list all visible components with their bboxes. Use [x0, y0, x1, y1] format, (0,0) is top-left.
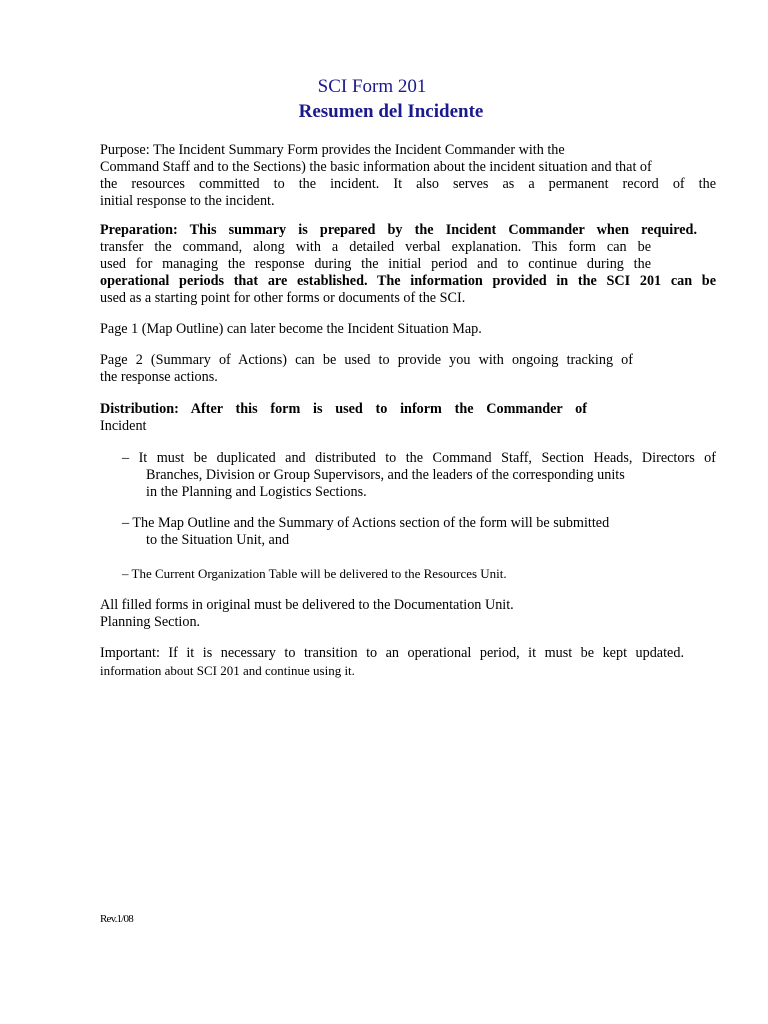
purpose-line: Purpose: The Incident Summary Form provides the Incident Commander with the	[100, 142, 565, 158]
form-subtitle: Resumen del Incidente	[298, 101, 484, 122]
bullet-first-line	[122, 515, 716, 532]
distribution-line: Distribution: After this form is used to inform the Commander of	[100, 401, 587, 417]
page2-line: Page 2 (Summary of Actions) can be used to provide you with ongoing tracking of	[100, 352, 633, 368]
preparation-line: operational periods that are established. The information provided in the SCI 201 can be	[100, 273, 716, 289]
distribution-line: Incident	[100, 418, 147, 434]
bullet-dash: –	[122, 566, 129, 581]
bullet-item	[122, 450, 716, 501]
important-line: information about SCI 201 and continue using it.	[100, 663, 355, 678]
preparation-paragraph	[100, 222, 716, 307]
bullet-item	[122, 565, 716, 582]
preparation-line: used for managing the response during the initial period and to continue during the	[100, 256, 651, 272]
bullet-line: in the Planning and Logistics Sections.	[146, 484, 367, 500]
bullet-dash: –	[122, 515, 130, 531]
bullet-first-line	[122, 450, 716, 467]
purpose-paragraph	[100, 142, 716, 210]
bullet-line: to the Situation Unit, and	[146, 532, 290, 548]
bullet-text: The Current Organization Table will be delivered to the Resources Unit.	[131, 566, 507, 581]
purpose-line: initial response to the incident.	[100, 193, 275, 209]
distribution-paragraph	[100, 401, 716, 435]
filed-line: Planning Section.	[100, 614, 201, 630]
preparation-line: Preparation: This summary is prepared by the Incident Commander when required.	[100, 222, 697, 238]
bullet-dash: –	[122, 450, 130, 466]
filed-line: All filled forms in original must be delivered to the Documentation Unit.	[100, 597, 514, 613]
page2-line: the response actions.	[100, 369, 218, 385]
bullet-item	[122, 515, 716, 549]
bullet-line: Branches, Division or Group Supervisors, and the leaders of the corresponding units	[146, 467, 625, 483]
important-paragraph	[100, 645, 716, 679]
preparation-line: used as a starting point for other forms or documents of the SCI.	[100, 290, 466, 306]
bullet-first-line	[122, 565, 716, 582]
purpose-line: the resources committed to the incident. It also serves as a permanent record of the	[100, 176, 716, 192]
preparation-line: transfer the command, along with a detailed verbal explanation. This form can be	[100, 239, 651, 255]
purpose-line: Command Staff and to the Sections) the basic information about the incident situation and that of	[100, 159, 652, 175]
page2-paragraph	[100, 352, 716, 386]
form-title: SCI Form 201	[317, 76, 427, 97]
page1-line: Page 1 (Map Outline) can later become the Incident Situation Map.	[100, 321, 482, 337]
bullet-text: The Map Outline and the Summary of Actions section of the form will be submitted	[132, 515, 610, 531]
filed-forms-paragraph	[100, 597, 716, 631]
important-line: Important: If it is necessary to transition to an operational period, it must be kept updated.	[100, 645, 684, 661]
bullet-text: It must be duplicated and distributed to the Command Staff, Section Heads, Directors of	[138, 450, 716, 466]
page1-paragraph	[100, 321, 716, 338]
revision-label: Rev.1/08	[100, 913, 133, 925]
